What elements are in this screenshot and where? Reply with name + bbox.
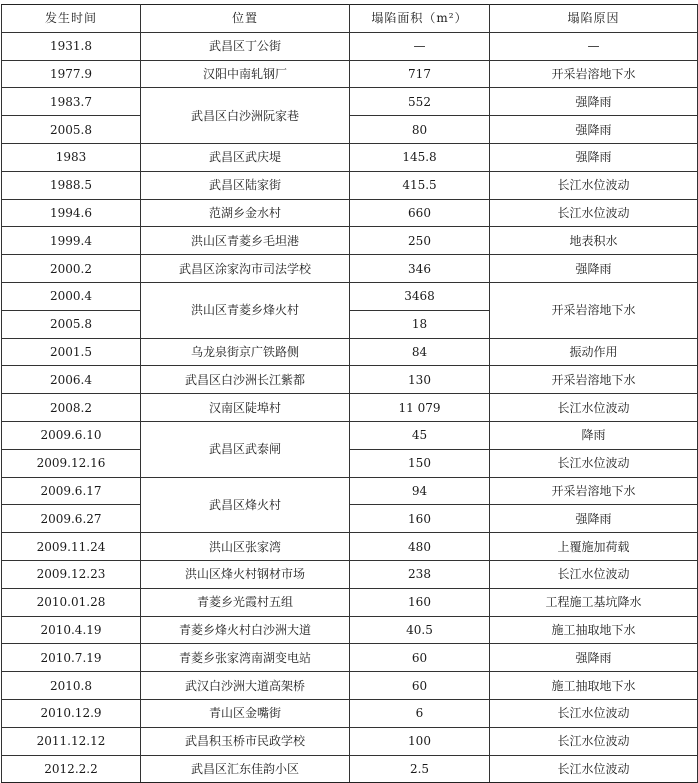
- cell-cause: 强降雨: [490, 255, 698, 283]
- cell-time: 2011.12.12: [2, 727, 141, 755]
- cell-cause: 开采岩溶地下水: [490, 477, 698, 505]
- cell-time: 2009.12.23: [2, 560, 141, 588]
- cell-area: —: [350, 32, 490, 60]
- sinkhole-records-table: [1, 4, 698, 783]
- cell-location: 洪山区青菱乡毛坦港: [141, 227, 350, 255]
- cell-cause: —: [490, 32, 698, 60]
- cell-area: 660: [350, 199, 490, 227]
- cell-time: 2005.8: [2, 116, 141, 144]
- cell-area: 60: [350, 672, 490, 700]
- header-location: 位置: [141, 5, 350, 33]
- cell-cause: 振动作用: [490, 338, 698, 366]
- cell-area: 552: [350, 88, 490, 116]
- table-row: [2, 394, 698, 422]
- cell-time: 1988.5: [2, 171, 141, 199]
- cell-time: 2009.11.24: [2, 533, 141, 561]
- cell-cause: 长江水位波动: [490, 394, 698, 422]
- cell-area: 18: [350, 310, 490, 338]
- table-row: [2, 116, 698, 144]
- cell-cause: 长江水位波动: [490, 560, 698, 588]
- cell-area: 238: [350, 560, 490, 588]
- cell-location: 青山区金嘴街: [141, 699, 350, 727]
- table-row: [2, 199, 698, 227]
- cell-area: 480: [350, 533, 490, 561]
- cell-location: 武昌区白沙洲阮家巷: [141, 88, 350, 144]
- table-row: [2, 588, 698, 616]
- cell-location: 洪山区张家湾: [141, 533, 350, 561]
- cell-location: 武昌区烽火村: [141, 477, 350, 533]
- collapse-records-table-wrapper: [1, 4, 698, 783]
- cell-cause: 强降雨: [490, 143, 698, 171]
- cell-area: 145.8: [350, 143, 490, 171]
- cell-time: 2008.2: [2, 394, 141, 422]
- cell-time: 2010.01.28: [2, 588, 141, 616]
- cell-cause: 长江水位波动: [490, 171, 698, 199]
- table-row: [2, 88, 698, 116]
- cell-location: 武汉白沙洲大道高架桥: [141, 672, 350, 700]
- cell-area: 40.5: [350, 616, 490, 644]
- cell-cause: 长江水位波动: [490, 755, 698, 783]
- cell-time: 1994.6: [2, 199, 141, 227]
- cell-area: 150: [350, 449, 490, 477]
- cell-time: 2010.12.9: [2, 699, 141, 727]
- cell-area: 160: [350, 588, 490, 616]
- cell-area: 100: [350, 727, 490, 755]
- cell-location: 武昌区汇东佳韵小区: [141, 755, 350, 783]
- cell-cause: 开采岩溶地下水: [490, 60, 698, 88]
- cell-cause: 开采岩溶地下水: [490, 366, 698, 394]
- cell-area: 6: [350, 699, 490, 727]
- cell-time: 2009.6.17: [2, 477, 141, 505]
- table-row: [2, 282, 698, 310]
- cell-time: 1983: [2, 143, 141, 171]
- cell-location: 武昌区丁公街: [141, 32, 350, 60]
- cell-time: 2009.6.10: [2, 421, 141, 449]
- cell-time: 2009.6.27: [2, 505, 141, 533]
- cell-time: 2010.4.19: [2, 616, 141, 644]
- cell-location: 武昌区武泰闸: [141, 421, 350, 477]
- table-row: [2, 227, 698, 255]
- cell-area: 130: [350, 366, 490, 394]
- table-row: [2, 616, 698, 644]
- cell-area: 60: [350, 644, 490, 672]
- cell-time: 2005.8: [2, 310, 141, 338]
- cell-cause: 地表积水: [490, 227, 698, 255]
- cell-location: 青菱乡光霞村五组: [141, 588, 350, 616]
- cell-cause: 长江水位波动: [490, 199, 698, 227]
- cell-location: 汉南区陡埠村: [141, 394, 350, 422]
- cell-area: 415.5: [350, 171, 490, 199]
- cell-cause: 降雨: [490, 421, 698, 449]
- table-row: [2, 477, 698, 505]
- table-row: [2, 60, 698, 88]
- table-row: [2, 727, 698, 755]
- cell-cause: 强降雨: [490, 505, 698, 533]
- cell-time: 1977.9: [2, 60, 141, 88]
- cell-time: 2009.12.16: [2, 449, 141, 477]
- cell-time: 2010.7.19: [2, 644, 141, 672]
- table-row: [2, 421, 698, 449]
- cell-cause: 上覆施加荷载: [490, 533, 698, 561]
- cell-cause: 强降雨: [490, 116, 698, 144]
- cell-location: 青菱乡烽火村白沙洲大道: [141, 616, 350, 644]
- cell-cause: 开采岩溶地下水: [490, 282, 698, 338]
- cell-cause: 工程施工基坑降水: [490, 588, 698, 616]
- cell-time: 1931.8: [2, 32, 141, 60]
- header-area: 塌陷面积（m²）: [350, 5, 490, 33]
- cell-area: 717: [350, 60, 490, 88]
- table-row: [2, 644, 698, 672]
- cell-location: 青菱乡张家湾南湖变电站: [141, 644, 350, 672]
- table-row: [2, 533, 698, 561]
- cell-cause: 强降雨: [490, 644, 698, 672]
- cell-time: 2006.4: [2, 366, 141, 394]
- cell-location: 武昌区涂家沟市司法学校: [141, 255, 350, 283]
- cell-location: 洪山区烽火村钢材市场: [141, 560, 350, 588]
- cell-cause: 施工抽取地下水: [490, 616, 698, 644]
- table-row: [2, 560, 698, 588]
- cell-time: 1999.4: [2, 227, 141, 255]
- cell-time: 2000.2: [2, 255, 141, 283]
- header-time: 发生时间: [2, 5, 141, 33]
- cell-area: 2.5: [350, 755, 490, 783]
- cell-location: 武昌积玉桥市民政学校: [141, 727, 350, 755]
- cell-cause: 长江水位波动: [490, 727, 698, 755]
- cell-area: 250: [350, 227, 490, 255]
- cell-area: 94: [350, 477, 490, 505]
- header-cause: 塌陷原因: [490, 5, 698, 33]
- cell-area: 160: [350, 505, 490, 533]
- table-row: [2, 366, 698, 394]
- table-row: [2, 699, 698, 727]
- cell-location: 武昌区陆家街: [141, 171, 350, 199]
- cell-time: 2012.2.2: [2, 755, 141, 783]
- cell-time: 2010.8: [2, 672, 141, 700]
- cell-location: 汉阳中南轧钢厂: [141, 60, 350, 88]
- cell-location: 武昌区白沙洲长江紫都: [141, 366, 350, 394]
- cell-area: 3468: [350, 282, 490, 310]
- cell-time: 1983.7: [2, 88, 141, 116]
- cell-location: 武昌区武庆堤: [141, 143, 350, 171]
- cell-location: 乌龙泉街京广铁路侧: [141, 338, 350, 366]
- cell-area: 346: [350, 255, 490, 283]
- table-row: [2, 755, 698, 783]
- table-row: [2, 255, 698, 283]
- cell-cause: 长江水位波动: [490, 449, 698, 477]
- cell-location: 洪山区青菱乡烽火村: [141, 282, 350, 338]
- cell-location: 范湖乡金水村: [141, 199, 350, 227]
- cell-cause: 施工抽取地下水: [490, 672, 698, 700]
- table-row: [2, 143, 698, 171]
- cell-time: 2001.5: [2, 338, 141, 366]
- table-row: [2, 171, 698, 199]
- cell-cause: 强降雨: [490, 88, 698, 116]
- table-row: [2, 32, 698, 60]
- cell-area: 11 079: [350, 394, 490, 422]
- table-row: [2, 449, 698, 477]
- cell-area: 45: [350, 421, 490, 449]
- table-row: [2, 338, 698, 366]
- cell-time: 2000.4: [2, 282, 141, 310]
- table-row: [2, 672, 698, 700]
- cell-area: 84: [350, 338, 490, 366]
- header-row: [2, 5, 698, 33]
- cell-area: 80: [350, 116, 490, 144]
- cell-cause: 长江水位波动: [490, 699, 698, 727]
- table-row: [2, 505, 698, 533]
